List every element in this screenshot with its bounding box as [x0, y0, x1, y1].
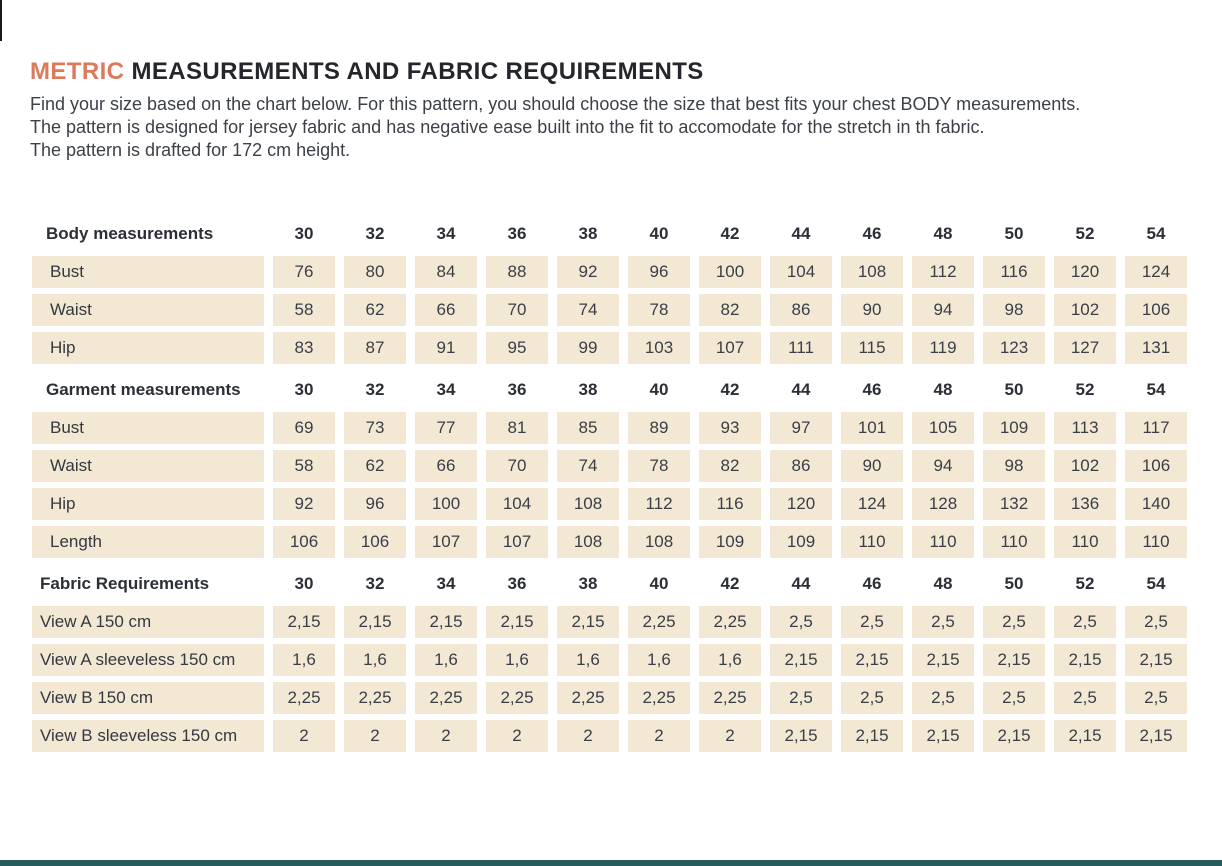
- value-cell: 104: [486, 488, 548, 520]
- value-cell: 82: [699, 450, 761, 482]
- value-cell: 2,5: [1054, 682, 1116, 714]
- size-header-cell: 42: [720, 224, 740, 243]
- value-cell: 113: [1054, 412, 1116, 444]
- size-header-cell: 38: [578, 224, 598, 243]
- size-header-cell: 30: [294, 224, 314, 243]
- table-row: [32, 526, 1188, 558]
- value-cell: 2,25: [699, 606, 761, 638]
- size-header-cell: 46: [862, 574, 882, 593]
- value-cell: 2,15: [841, 720, 903, 752]
- value-cell: 86: [770, 450, 832, 482]
- value-cell: 2: [557, 720, 619, 752]
- value-cell: 107: [699, 332, 761, 364]
- value-cell: 90: [841, 450, 903, 482]
- value-cell: 2,15: [273, 606, 335, 638]
- value-cell: 95: [486, 332, 548, 364]
- value-cell: 108: [557, 526, 619, 558]
- size-header-cell: 40: [649, 380, 669, 399]
- value-cell: 110: [912, 526, 974, 558]
- value-cell: 120: [1054, 256, 1116, 288]
- value-cell: 2,15: [841, 644, 903, 676]
- table-row: [32, 256, 1188, 288]
- size-header-cell: 38: [578, 380, 598, 399]
- value-cell: 62: [344, 294, 406, 326]
- value-cell: 74: [557, 294, 619, 326]
- value-cell: 2,5: [1054, 606, 1116, 638]
- value-cell: 119: [912, 332, 974, 364]
- value-cell: 1,6: [699, 644, 761, 676]
- size-header-cell: 32: [365, 380, 385, 399]
- value-cell: 2,15: [912, 644, 974, 676]
- value-cell: 2,25: [628, 682, 690, 714]
- value-cell: 2,5: [1125, 606, 1187, 638]
- value-cell: 2,5: [912, 606, 974, 638]
- value-cell: 70: [486, 450, 548, 482]
- value-cell: 66: [415, 450, 477, 482]
- table-row: [32, 294, 1188, 326]
- size-header-cell: 44: [791, 574, 811, 593]
- value-cell: 91: [415, 332, 477, 364]
- value-cell: 2,5: [1125, 682, 1187, 714]
- size-header-cell: 42: [720, 574, 740, 593]
- value-cell: 1,6: [415, 644, 477, 676]
- value-cell: 112: [912, 256, 974, 288]
- table-row: [32, 606, 1188, 638]
- value-cell: 97: [770, 412, 832, 444]
- value-cell: 124: [1125, 256, 1187, 288]
- table-row: [32, 412, 1188, 444]
- size-header-cell: 32: [365, 574, 385, 593]
- value-cell: 2,15: [557, 606, 619, 638]
- value-cell: 110: [1054, 526, 1116, 558]
- value-cell: 77: [415, 412, 477, 444]
- table-row: [32, 488, 1188, 520]
- value-cell: 108: [557, 488, 619, 520]
- value-cell: 1,6: [273, 644, 335, 676]
- intro-line-2: The pattern is designed for jersey fabric and has negative ease built into the fit to accomodate for the stretch in th fabric.: [30, 117, 985, 137]
- value-cell: 105: [912, 412, 974, 444]
- value-cell: 2,15: [770, 644, 832, 676]
- value-cell: 2,15: [415, 606, 477, 638]
- size-header-cell: 52: [1075, 380, 1095, 399]
- footer-accent-bar: [0, 860, 1222, 866]
- value-cell: 102: [1054, 294, 1116, 326]
- value-cell: 76: [273, 256, 335, 288]
- value-cell: 2,5: [841, 682, 903, 714]
- value-cell: 80: [344, 256, 406, 288]
- row-label: Bust: [32, 256, 264, 288]
- size-header-cell: 36: [507, 224, 527, 243]
- row-label: View B sleeveless 150 cm: [32, 720, 264, 752]
- value-cell: 109: [983, 412, 1045, 444]
- size-header-cell: 34: [436, 380, 456, 399]
- measurement-table: [32, 220, 1188, 758]
- intro-line-3: The pattern is drafted for 172 cm height.: [30, 140, 351, 160]
- size-header-cell: 40: [649, 574, 669, 593]
- page-content: [30, 58, 1195, 162]
- size-header-cell: 48: [933, 224, 953, 243]
- value-cell: 81: [486, 412, 548, 444]
- value-cell: 2,15: [770, 720, 832, 752]
- size-header-cell: 48: [933, 380, 953, 399]
- value-cell: 100: [415, 488, 477, 520]
- size-header-cell: 50: [1004, 574, 1024, 593]
- table-section-header-row: [32, 376, 1188, 404]
- value-cell: 106: [344, 526, 406, 558]
- value-cell: 116: [699, 488, 761, 520]
- value-cell: 123: [983, 332, 1045, 364]
- row-label: View A sleeveless 150 cm: [32, 644, 264, 676]
- value-cell: 98: [983, 450, 1045, 482]
- size-header-cell: 40: [649, 224, 669, 243]
- value-cell: 2,15: [1054, 644, 1116, 676]
- size-header-cell: 42: [720, 380, 740, 399]
- table-section-header-row: [32, 570, 1188, 598]
- value-cell: 84: [415, 256, 477, 288]
- page-title-highlight: METRIC: [30, 58, 125, 85]
- size-header-cell: 46: [862, 224, 882, 243]
- value-cell: 2,5: [983, 682, 1045, 714]
- value-cell: 83: [273, 332, 335, 364]
- value-cell: 1,6: [557, 644, 619, 676]
- value-cell: 74: [557, 450, 619, 482]
- value-cell: 78: [628, 450, 690, 482]
- value-cell: 2,15: [1054, 720, 1116, 752]
- value-cell: 109: [699, 526, 761, 558]
- intro-line-1: Find your size based on the chart below. For this pattern, you should choose the size that best fits your chest BODY measurements.: [30, 94, 1081, 114]
- size-header-cell: 50: [1004, 380, 1024, 399]
- table-row: [32, 450, 1188, 482]
- size-header-cell: 54: [1146, 380, 1166, 399]
- size-header-cell: 44: [791, 380, 811, 399]
- value-cell: 111: [770, 332, 832, 364]
- value-cell: 2,5: [983, 606, 1045, 638]
- value-cell: 2,5: [841, 606, 903, 638]
- value-cell: 131: [1125, 332, 1187, 364]
- value-cell: 108: [628, 526, 690, 558]
- value-cell: 87: [344, 332, 406, 364]
- size-header-cell: 36: [507, 574, 527, 593]
- value-cell: 2: [699, 720, 761, 752]
- row-label: Length: [32, 526, 264, 558]
- value-cell: 2,5: [912, 682, 974, 714]
- value-cell: 86: [770, 294, 832, 326]
- page-title: [30, 58, 1195, 86]
- row-label: Hip: [32, 332, 264, 364]
- value-cell: 94: [912, 450, 974, 482]
- value-cell: 2,15: [1125, 644, 1187, 676]
- row-label: View B 150 cm: [32, 682, 264, 714]
- value-cell: 2,25: [273, 682, 335, 714]
- size-header-cell: 34: [436, 224, 456, 243]
- value-cell: 136: [1054, 488, 1116, 520]
- value-cell: 2,15: [486, 606, 548, 638]
- value-cell: 109: [770, 526, 832, 558]
- size-header-cell: 30: [294, 574, 314, 593]
- value-cell: 2,15: [983, 644, 1045, 676]
- value-cell: 58: [273, 294, 335, 326]
- value-cell: 107: [486, 526, 548, 558]
- value-cell: 101: [841, 412, 903, 444]
- table-section-header-row: [32, 220, 1188, 248]
- value-cell: 78: [628, 294, 690, 326]
- size-header-cell: 36: [507, 380, 527, 399]
- value-cell: 128: [912, 488, 974, 520]
- value-cell: 2,25: [415, 682, 477, 714]
- value-cell: 2: [415, 720, 477, 752]
- section-header-label: Garment measurements: [46, 380, 241, 399]
- row-label: Waist: [32, 450, 264, 482]
- value-cell: 2,25: [557, 682, 619, 714]
- value-cell: 2,5: [770, 682, 832, 714]
- value-cell: 2: [486, 720, 548, 752]
- value-cell: 2,15: [912, 720, 974, 752]
- value-cell: 1,6: [344, 644, 406, 676]
- value-cell: 88: [486, 256, 548, 288]
- size-header-cell: 52: [1075, 224, 1095, 243]
- size-header-cell: 52: [1075, 574, 1095, 593]
- value-cell: 92: [273, 488, 335, 520]
- row-label: Hip: [32, 488, 264, 520]
- value-cell: 92: [557, 256, 619, 288]
- value-cell: 62: [344, 450, 406, 482]
- value-cell: 70: [486, 294, 548, 326]
- size-header-cell: 34: [436, 574, 456, 593]
- value-cell: 116: [983, 256, 1045, 288]
- value-cell: 2,25: [628, 606, 690, 638]
- value-cell: 69: [273, 412, 335, 444]
- size-header-cell: 48: [933, 574, 953, 593]
- page-title-rest: MEASUREMENTS AND FABRIC REQUIREMENTS: [124, 58, 704, 85]
- value-cell: 117: [1125, 412, 1187, 444]
- value-cell: 99: [557, 332, 619, 364]
- size-header-cell: 50: [1004, 224, 1024, 243]
- value-cell: 2,25: [344, 682, 406, 714]
- value-cell: 98: [983, 294, 1045, 326]
- value-cell: 110: [841, 526, 903, 558]
- value-cell: 2,25: [486, 682, 548, 714]
- value-cell: 106: [1125, 294, 1187, 326]
- size-header-cell: 54: [1146, 574, 1166, 593]
- value-cell: 93: [699, 412, 761, 444]
- size-header-cell: 32: [365, 224, 385, 243]
- value-cell: 2,15: [1125, 720, 1187, 752]
- value-cell: 73: [344, 412, 406, 444]
- value-cell: 2,15: [344, 606, 406, 638]
- value-cell: 103: [628, 332, 690, 364]
- value-cell: 58: [273, 450, 335, 482]
- value-cell: 94: [912, 294, 974, 326]
- value-cell: 2: [344, 720, 406, 752]
- value-cell: 104: [770, 256, 832, 288]
- value-cell: 120: [770, 488, 832, 520]
- value-cell: 2: [273, 720, 335, 752]
- value-cell: 110: [1125, 526, 1187, 558]
- size-header-cell: 44: [791, 224, 811, 243]
- table-row: [32, 644, 1188, 676]
- row-label: Waist: [32, 294, 264, 326]
- value-cell: 82: [699, 294, 761, 326]
- value-cell: 124: [841, 488, 903, 520]
- value-cell: 107: [415, 526, 477, 558]
- value-cell: 89: [628, 412, 690, 444]
- size-header-cell: 30: [294, 380, 314, 399]
- value-cell: 110: [983, 526, 1045, 558]
- section-header-label: Body measurements: [46, 224, 214, 243]
- value-cell: 96: [628, 256, 690, 288]
- size-header-cell: 54: [1146, 224, 1166, 243]
- value-cell: 115: [841, 332, 903, 364]
- value-cell: 2,5: [770, 606, 832, 638]
- value-cell: 66: [415, 294, 477, 326]
- value-cell: 90: [841, 294, 903, 326]
- size-header-cell: 38: [578, 574, 598, 593]
- value-cell: 108: [841, 256, 903, 288]
- value-cell: 1,6: [486, 644, 548, 676]
- value-cell: 106: [1125, 450, 1187, 482]
- page-edge-mark: [0, 0, 2, 41]
- value-cell: 140: [1125, 488, 1187, 520]
- value-cell: 112: [628, 488, 690, 520]
- table-row: [32, 332, 1188, 364]
- section-header-label: Fabric Requirements: [40, 574, 210, 593]
- value-cell: 96: [344, 488, 406, 520]
- value-cell: 102: [1054, 450, 1116, 482]
- table-row: [32, 682, 1188, 714]
- value-cell: 106: [273, 526, 335, 558]
- value-cell: 100: [699, 256, 761, 288]
- size-header-cell: 46: [862, 380, 882, 399]
- value-cell: 85: [557, 412, 619, 444]
- value-cell: 2: [628, 720, 690, 752]
- value-cell: 2,25: [699, 682, 761, 714]
- row-label: Bust: [32, 412, 264, 444]
- value-cell: 127: [1054, 332, 1116, 364]
- value-cell: 132: [983, 488, 1045, 520]
- value-cell: 2,15: [983, 720, 1045, 752]
- table-row: [32, 720, 1188, 752]
- value-cell: 1,6: [628, 644, 690, 676]
- row-label: View A 150 cm: [32, 606, 264, 638]
